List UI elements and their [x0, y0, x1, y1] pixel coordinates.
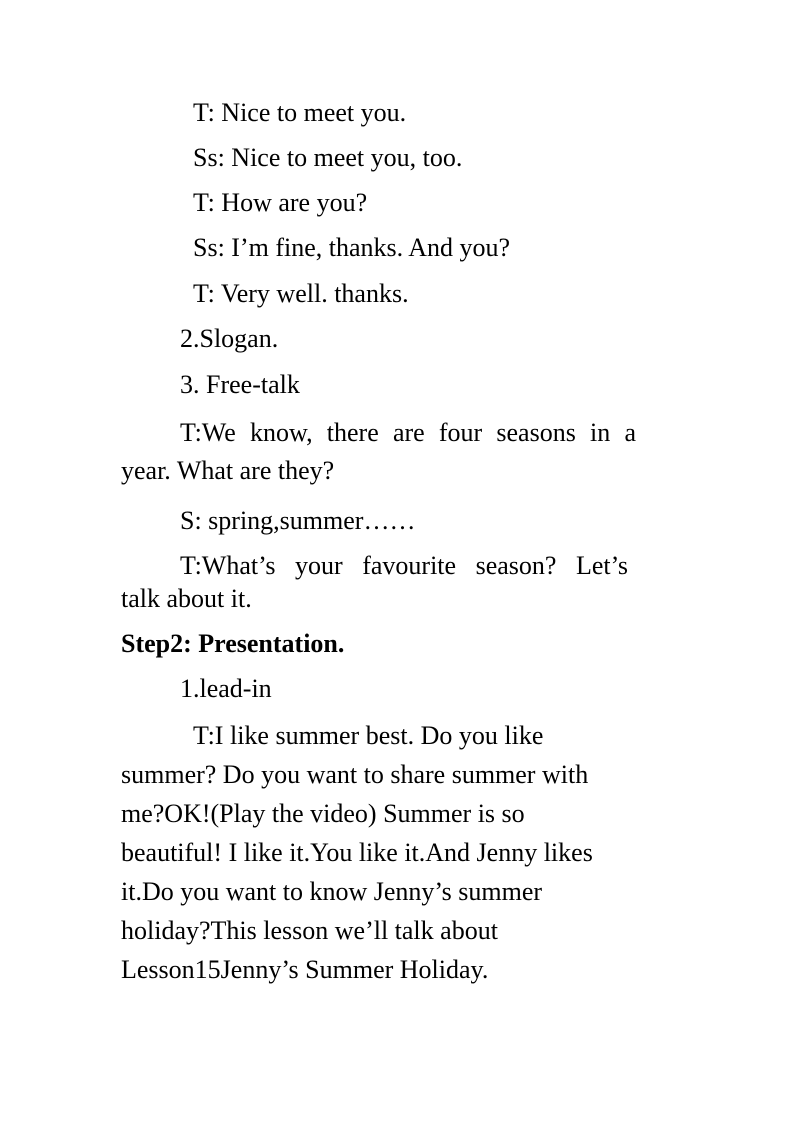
- paragraph-line: beautiful! I like it.You like it.And Jenny likes: [121, 838, 593, 867]
- free-talk-item: 3. Free-talk: [180, 370, 300, 399]
- slogan-item: 2.Slogan.: [180, 324, 279, 353]
- paragraph-line: me?OK!(Play the video) Summer is so: [121, 799, 525, 828]
- free-talk-teacher-line: T:What’s your favourite season? Let’s: [180, 551, 628, 580]
- dialogue-line: T: How are you?: [193, 188, 368, 217]
- paragraph-line: it.Do you want to know Jenny’s summer: [121, 877, 543, 906]
- paragraph-line: T:I like summer best. Do you like: [193, 721, 544, 750]
- paragraph-line: holiday?This lesson we’ll talk about: [121, 916, 498, 945]
- section-heading: Step2: Presentation.: [121, 629, 345, 658]
- free-talk-teacher-line: T:We know, there are four seasons in a: [180, 418, 636, 447]
- dialogue-line: Ss: Nice to meet you, too.: [193, 143, 463, 172]
- lead-in-paragraph: [121, 716, 656, 989]
- free-talk-teacher-line: talk about it.: [121, 584, 252, 613]
- dialogue-line: T: Very well. thanks.: [193, 279, 409, 308]
- dialogue-line: T: Nice to meet you.: [193, 98, 407, 127]
- free-talk-teacher-line: year. What are they?: [121, 456, 335, 485]
- paragraph-line: Lesson15Jenny’s Summer Holiday.: [121, 955, 489, 984]
- paragraph-line: summer? Do you want to share summer with: [121, 760, 589, 789]
- dialogue-line: Ss: I’m fine, thanks. And you?: [193, 233, 511, 262]
- lead-in-item: 1.lead-in: [180, 674, 272, 703]
- free-talk-student-line: S: spring,summer……: [180, 506, 416, 535]
